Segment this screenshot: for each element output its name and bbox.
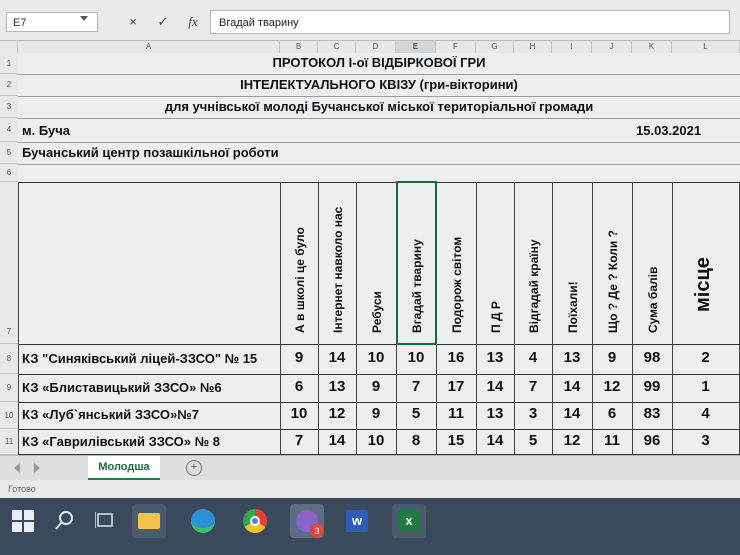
score-cell: 14 (328, 349, 346, 366)
score-cell: 10 (367, 349, 385, 366)
score-cell: 14 (486, 432, 504, 449)
viber-icon[interactable] (290, 504, 324, 538)
gridline (18, 118, 740, 119)
row-header[interactable]: 5 (0, 142, 18, 164)
column-header[interactable]: B (280, 41, 318, 53)
column-header[interactable]: C (318, 41, 356, 53)
score-cell: 10 (290, 405, 308, 422)
add-sheet-icon[interactable]: + (186, 460, 202, 476)
row-header[interactable]: 8 (0, 344, 18, 374)
school-name: КЗ «Гаврилівський ЗЗСО» № 8 (22, 434, 220, 449)
row-header[interactable]: 1 (0, 53, 18, 74)
worksheet-grid[interactable] (18, 53, 740, 455)
score-cell: 6 (607, 405, 617, 422)
taskbar (0, 498, 740, 555)
score-cell: 8 (411, 432, 421, 449)
school-name: КЗ «Луб`янський ЗЗСО»№7 (22, 407, 199, 422)
word-icon[interactable]: w (340, 504, 374, 538)
total-cell: 99 (643, 378, 661, 395)
total-cell: 96 (643, 432, 661, 449)
score-cell: 5 (528, 432, 538, 449)
sheet-tab[interactable]: Молодша (88, 456, 160, 481)
column-header[interactable]: I (552, 41, 592, 53)
score-cell: 14 (486, 378, 504, 395)
score-cell: 7 (411, 378, 421, 395)
audience-subtitle: для учнівської молоді Бучанської міської територіальної громади (164, 99, 594, 114)
row-header[interactable]: 10 (0, 402, 18, 429)
status-bar: Готово (0, 480, 740, 498)
cancel-icon[interactable]: × (129, 14, 137, 29)
score-cell: 11 (604, 432, 620, 449)
category-header: Сума балів (646, 266, 660, 333)
total-cell: 98 (643, 349, 661, 366)
score-cell: 9 (371, 378, 381, 395)
task-view-icon[interactable] (95, 510, 115, 530)
protocol-title: ПРОТОКОЛ І-ої ВІДБІРКОВОЇ ГРИ (272, 55, 486, 70)
score-cell: 13 (486, 349, 504, 366)
column-header[interactable]: D (356, 41, 396, 53)
enter-icon[interactable]: ✓ (157, 14, 169, 29)
score-cell: 5 (411, 405, 421, 422)
place-cell: 1 (701, 378, 710, 395)
score-cell: 4 (528, 349, 538, 366)
chevron-down-icon[interactable] (80, 16, 88, 21)
score-cell: 10 (367, 432, 385, 449)
score-cell: 6 (294, 378, 304, 395)
sheet-tabs-bar (0, 455, 740, 481)
place-cell: 4 (701, 405, 710, 422)
score-cell: 13 (563, 349, 581, 366)
category-header: Інтернет навколо нас (331, 206, 345, 333)
windows-start-icon[interactable] (12, 510, 34, 532)
column-header[interactable]: K (632, 41, 672, 53)
insert-function-icon[interactable]: fx (188, 14, 198, 29)
row-header[interactable]: 4 (0, 118, 18, 142)
row-header[interactable]: 6 (0, 164, 18, 182)
row-header[interactable]: 2 (0, 74, 18, 96)
total-cell: 83 (643, 405, 661, 422)
category-header: Ребуси (370, 291, 384, 333)
score-cell: 14 (328, 432, 346, 449)
category-header: Подорож світом (450, 236, 464, 333)
column-header[interactable]: E (396, 41, 436, 53)
category-header: місце (692, 257, 714, 312)
place-cell: 3 (701, 432, 710, 449)
score-cell: 15 (447, 432, 465, 449)
column-header[interactable]: J (592, 41, 632, 53)
score-cell: 16 (447, 349, 465, 366)
category-header: Відгадай країну (527, 239, 541, 333)
score-cell: 10 (407, 349, 425, 366)
score-cell: 11 (448, 405, 464, 422)
category-header: А в школі це було (293, 227, 307, 333)
gridline (18, 164, 740, 165)
edge-icon[interactable] (186, 504, 220, 538)
column-header[interactable]: L (672, 41, 740, 53)
category-header: Що ? Де ? Коли ? (606, 230, 620, 333)
row-header[interactable]: 3 (0, 96, 18, 118)
score-cell: 14 (563, 405, 581, 422)
score-cell: 12 (328, 405, 346, 422)
gridline (18, 74, 740, 75)
score-cell: 9 (294, 349, 304, 366)
score-cell: 13 (486, 405, 504, 422)
column-header[interactable]: A (18, 41, 280, 53)
excel-icon[interactable]: x (392, 504, 426, 538)
column-header[interactable]: G (476, 41, 514, 53)
scroll-left-icon[interactable] (14, 463, 20, 473)
quiz-title: ІНТЕЛЕКТУАЛЬНОГО КВІЗУ (гри-вікторини) (240, 77, 518, 92)
city-label: м. Буча (22, 123, 71, 138)
file-explorer-icon[interactable] (132, 504, 166, 538)
category-header: Вгадай тварину (410, 239, 424, 333)
row-header[interactable]: 9 (0, 374, 18, 402)
score-cell: 3 (528, 405, 538, 422)
score-cell: 13 (328, 378, 346, 395)
gridline (18, 142, 740, 143)
category-header: П Д Р (489, 301, 503, 333)
gridline (18, 96, 740, 97)
score-cell: 12 (603, 378, 621, 395)
score-cell: 7 (528, 378, 538, 395)
score-cell: 14 (563, 378, 581, 395)
row-header[interactable]: 7 (0, 182, 18, 344)
category-header: Поїхали! (566, 281, 580, 333)
school-name: КЗ «Блиставицький ЗЗСО» №6 (22, 380, 222, 395)
score-cell: 12 (563, 432, 581, 449)
score-cell: 17 (447, 378, 465, 395)
date-label: 15.03.2021 (636, 123, 702, 138)
score-cell: 7 (294, 432, 304, 449)
column-header[interactable]: F (436, 41, 476, 53)
select-all-corner[interactable] (0, 41, 18, 53)
table-border (18, 182, 19, 454)
score-cell: 9 (371, 405, 381, 422)
school-name: КЗ "Синяківський ліцей-ЗЗСО" № 15 (22, 351, 258, 366)
row-header[interactable]: 11 (0, 429, 18, 455)
formula-bar (0, 0, 740, 41)
search-icon[interactable] (55, 510, 75, 530)
chrome-icon[interactable] (238, 504, 272, 538)
column-header[interactable]: H (514, 41, 552, 53)
name-box[interactable]: E7 (6, 12, 98, 32)
scroll-right-icon[interactable] (34, 463, 40, 473)
formula-input[interactable]: Вгадай тварину (210, 10, 730, 34)
notification-badge: 3 (310, 524, 324, 538)
place-cell: 2 (701, 349, 710, 366)
organizer-label: Бучанський центр позашкільної роботи (22, 145, 279, 160)
score-cell: 9 (607, 349, 617, 366)
